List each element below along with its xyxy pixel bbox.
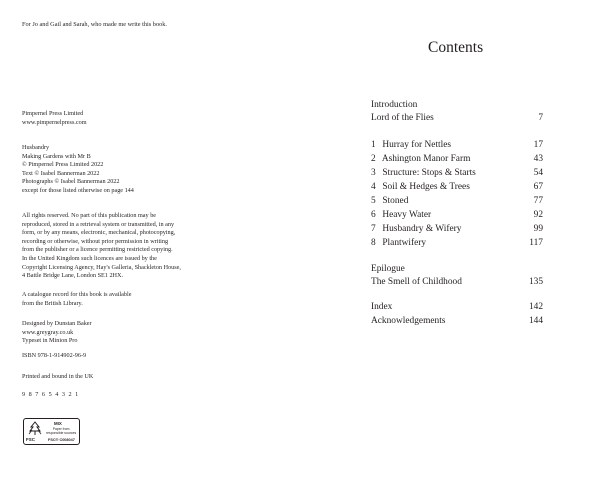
toc-entry (371, 112, 543, 124)
fsc-code: FSC® C008047 (48, 438, 75, 442)
publisher-website: www.pimpernelpress.com (22, 118, 87, 126)
toc-entry (371, 276, 543, 288)
toc-entry (371, 195, 543, 207)
rights-line: form, or by any means, electronic, mechanical, photocopying, (22, 229, 176, 237)
toc-chapter-number: 5 (371, 196, 376, 206)
book-title: Husbandry (22, 144, 50, 151)
rights-line: Copyright Licensing Agency, Hay's Galleria, Shackleton House, (22, 263, 181, 271)
rights-line: In the United Kingdom such licences are issued by the (22, 254, 157, 262)
toc-label: Introduction (371, 100, 418, 110)
toc-chapter-number: 7 (371, 224, 376, 234)
toc-chapter-number: 4 (371, 182, 376, 192)
publisher-block (22, 110, 87, 127)
toc-label: Acknowledgements (371, 316, 446, 326)
printed-line: Printed and bound in the UK (22, 373, 94, 380)
toc-entry (371, 237, 543, 249)
toc-entry (371, 209, 543, 221)
isbn: ISBN 978-1-914902-96-9 (22, 352, 87, 359)
rights-line: 4 Battle Bridge Lane, London SE1 2HX. (22, 272, 124, 280)
toc-page-number: 142 (528, 302, 543, 312)
toc-page-number: 99 (533, 224, 543, 234)
catalogue-line: A catalogue record for this book is available (22, 291, 132, 298)
book-info-block (22, 144, 134, 196)
dedication: For Jo and Gail and Sarah, who made me write this book. (22, 21, 167, 28)
toc-label: Hurray for Nettles (382, 140, 452, 150)
fsc-mark: FSC (26, 437, 35, 442)
fsc-mix: MIX (54, 421, 62, 426)
toc-chapter-number: 1 (371, 140, 376, 150)
fsc-logo (23, 418, 80, 445)
toc-page-number: 7 (538, 113, 543, 123)
catalogue-block (22, 291, 131, 308)
toc-label: Soil & Hedges & Trees (382, 182, 470, 192)
toc-chapter-number: 8 (371, 238, 376, 248)
toc-page-number: 117 (529, 238, 543, 248)
text-copyright-line: Text © Isabel Bannerman 2022 (22, 169, 100, 177)
toc-page-number: 54 (533, 168, 543, 178)
toc-chapter-number: 6 (371, 210, 376, 220)
toc-label: Heavy Water (382, 210, 432, 220)
toc-entry (371, 315, 543, 327)
toc-page-number: 144 (528, 316, 543, 326)
toc-label: Plantwifery (382, 238, 427, 248)
designer-line: Designed by Dunstan Baker (22, 320, 92, 327)
rights-line: recording or otherwise, without prior permission in writing (22, 237, 169, 245)
toc-label: Lord of the Flies (371, 113, 434, 123)
toc-label: Ashington Manor Farm (381, 154, 471, 164)
toc-label: Stoned (382, 196, 409, 206)
photo-exception-line: except for those listed otherwise on page 144 (22, 186, 134, 194)
book-subtitle: Making Gardens with Mr B (22, 152, 91, 160)
printer-number-line: 9 8 7 6 5 4 3 2 1 (22, 391, 80, 398)
toc-entry (371, 301, 543, 313)
rights-line: All rights reserved. No part of this publication may be (22, 212, 157, 219)
fsc-label (46, 422, 76, 435)
toc-chapter-number: 2 (371, 154, 376, 164)
rights-line: from the publisher or a licence permitting restricted copying. (22, 246, 173, 254)
toc-section-heading (371, 99, 543, 111)
toc-label: Index (371, 302, 393, 312)
toc-page-number: 135 (528, 277, 543, 287)
rights-block (22, 212, 181, 281)
toc-label: Husbandry & Wifery (382, 224, 462, 234)
rights-line: reproduced, stored in a retrieval system or transmitted, in any (22, 220, 175, 228)
toc-page-number: 92 (533, 210, 543, 220)
contents-title: Contents (428, 39, 484, 56)
fsc-line: responsible sources (46, 431, 77, 435)
contents-page (300, 0, 600, 480)
fsc-tree-icon (27, 421, 43, 436)
toc-page-number: 77 (533, 196, 543, 206)
design-block (22, 320, 92, 346)
toc-label: Epilogue (371, 264, 405, 274)
toc-page-number: 43 (533, 154, 543, 164)
photo-copyright-line: Photographs © Isabel Bannerman 2022 (22, 178, 120, 186)
toc-page-number: 67 (533, 182, 543, 192)
typeset-line: Typeset in Minion Pro (22, 337, 78, 345)
toc-chapter-number: 3 (371, 168, 376, 178)
toc-entry (371, 167, 543, 179)
designer-website: www.greygray.co.uk (22, 328, 74, 336)
toc-entry (371, 223, 543, 235)
toc-entry (371, 139, 543, 151)
catalogue-line: from the British Library. (22, 299, 83, 307)
toc-entry (371, 181, 543, 193)
publisher-name: Pimpernel Press Limited (22, 110, 84, 117)
toc-page-number: 17 (533, 140, 543, 150)
toc-entry (371, 153, 543, 165)
toc-label: Structure: Stops & Starts (382, 168, 476, 178)
toc-label: The Smell of Childhood (371, 277, 462, 287)
fsc-line: Paper from (52, 427, 70, 431)
copyright-line: © Pimpernel Press Limited 2022 (22, 161, 104, 169)
toc-section-heading (371, 263, 543, 275)
